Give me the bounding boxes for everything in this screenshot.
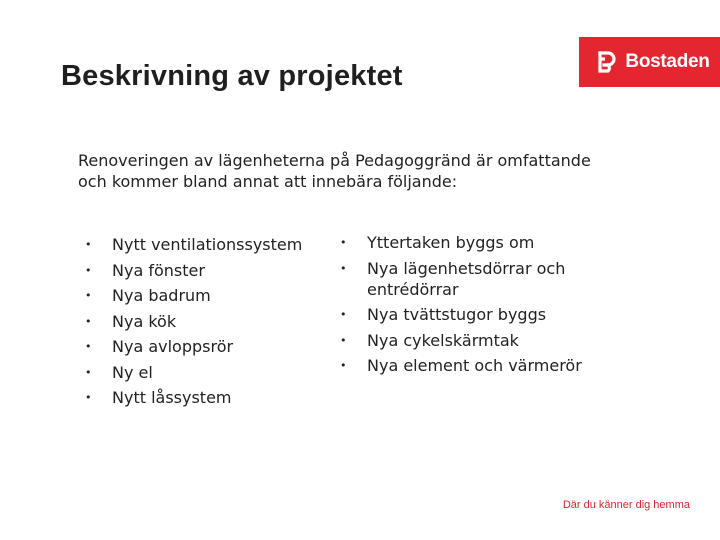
right-bullet-list [340, 232, 600, 381]
list-item-text: Nya lägenhetsdörrar och entrédörrar [367, 258, 566, 299]
list-item [85, 385, 325, 411]
list-item [85, 258, 325, 284]
list-item-text: Nya badrum [112, 286, 211, 305]
list-item-text: Nya tvättstugor byggs [367, 305, 547, 324]
list-item [85, 309, 325, 335]
bullet: • [85, 391, 92, 404]
bullet: • [85, 238, 92, 251]
logo-text: Bostaden [625, 51, 710, 72]
list-item [340, 330, 600, 351]
bullet: • [85, 365, 92, 379]
bullet: • [85, 289, 92, 302]
list-item [85, 232, 325, 258]
list-item-text: Nya element och värmerör [367, 356, 582, 375]
left-bullet-list [85, 232, 325, 411]
list-item-text: Nya avloppsrör [112, 337, 234, 356]
list-item [340, 258, 600, 300]
list-item [340, 355, 600, 376]
brand-logo [579, 37, 720, 87]
list-item-text: Nya fönster [112, 260, 205, 280]
intro-text: Renoveringen av lägenheterna på Pedagoggränd är omfattande och kommer bland annat att innebära följande: [78, 151, 591, 191]
bullet: • [85, 314, 92, 328]
bostaden-logo-mark-icon [597, 51, 619, 73]
logo-inner [597, 51, 709, 73]
bullet: • [85, 340, 92, 353]
list-item-text: Nya kök [112, 311, 177, 331]
list-item [340, 304, 600, 325]
bullet: • [340, 308, 347, 321]
list-item-text: Nytt låssystem [112, 388, 232, 407]
tagline: Där du känner dig hemma [562, 499, 690, 511]
bullet: • [340, 236, 347, 249]
list-item [85, 360, 325, 386]
list-item-text: Nytt ventilationssystem [112, 235, 303, 254]
list-item-text: Yttertaken byggs om [367, 233, 535, 252]
list-item-text: Nya cykelskärmtak [367, 330, 519, 350]
bullet: • [340, 333, 347, 347]
bullet: • [340, 261, 347, 275]
list-item [85, 334, 325, 360]
list-item [340, 232, 600, 253]
bullet: • [85, 263, 92, 277]
list-item-text: Ny el [112, 362, 153, 382]
page-title: Beskrivning av projektet [61, 60, 403, 92]
bullet: • [340, 359, 347, 372]
list-item [85, 283, 325, 309]
